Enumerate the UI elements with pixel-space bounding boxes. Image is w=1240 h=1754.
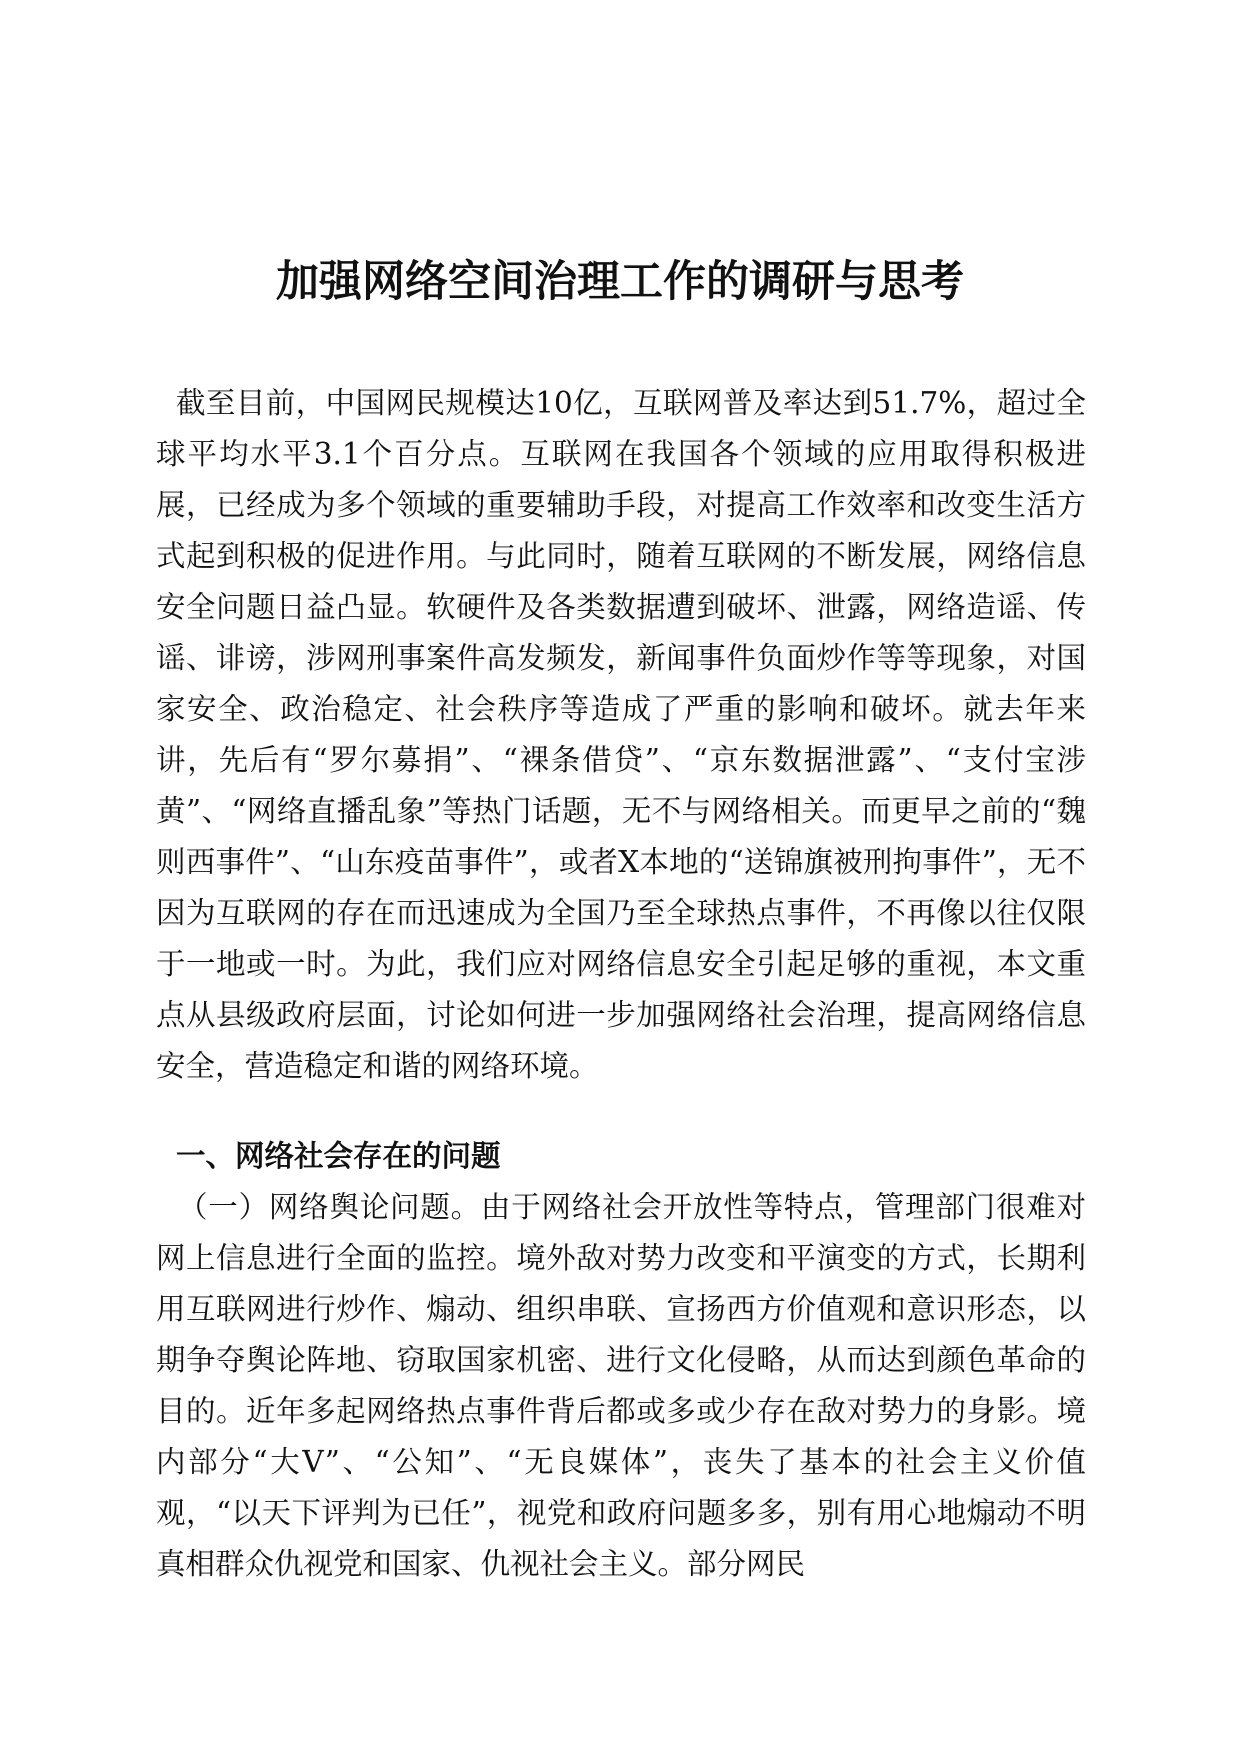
section-heading: 一、网络社会存在的问题	[176, 1139, 501, 1173]
intro-paragraph: 截至目前，中国网民规模达10亿，互联网普及率达到51.7%，超过全球平均水平3.1个百分点。互联网在我国各个领域的应用取得积极进展，已经成为多个领域的重要辅助手段，对提高工作效率和改变生活方式起到积极的促进作用。与此同时，随着互联网的不断发展，网络信息安全问题日益凸显。软硬件及各类数据遭到破坏、泄露，网络造谣、传谣、诽谤，涉网刑事案件高发频发，新闻事件负面炒作等等现象，对国家安全、政治稳定、社会秩序等造成了严重的影响和破坏。就去年来讲，先后有“罗尔募捐”、“裸条借贷”、“京东数据泄露”、“支付宝涉黄”、“网络直播乱象”等热门话题，无不与网络相关。而更早之前的“魏则西事件”、“山东疫苗事件”，或者X本地的“送锦旗被刑拘事件”，无不因为互联网的存在而迅速成为全国乃至全球热点事件，不再像以往仅限于一地或一时。为此，我们应对网络信息安全引起足够的重视，本文重点从县级政府层面，讨论如何进一步加强网络社会治理，提高网络信息安全，营造稳定和谐的网络环境。	[156, 386, 1086, 1083]
section-paragraph: （一）网络舆论问题。由于网络社会开放性等特点，管理部门很难对网上信息进行全面的监控。境外敌对势力改变和平演变的方式，长期利用互联网进行炒作、煽动、组织串联、宣扬西方价值观和意识形态，以期争夺舆论阵地、窃取国家机密、进行文化侵略，从而达到颜色革命的目的。近年多起网络热点事件背后都或多或少存在敌对势力的身影。境内部分“大V”、“公知”、“无良媒体”，丧失了基本的社会主义价值观，“以天下评判为已任”，视党和政府问题多多，别有用心地煽动不明真相群众仇视党和国家、仇视社会主义。部分网民	[156, 1190, 1086, 1581]
document-title: 加强网络空间治理工作的调研与思考	[276, 257, 964, 307]
